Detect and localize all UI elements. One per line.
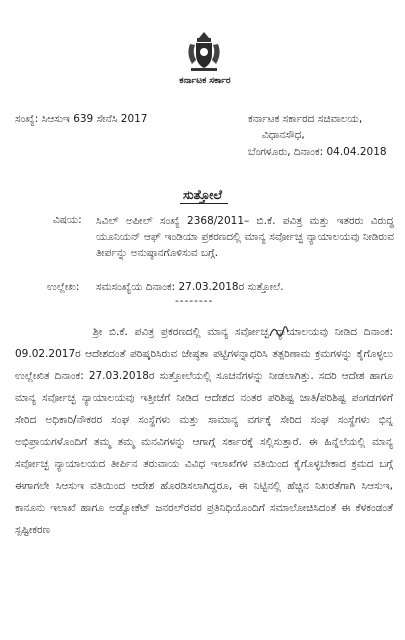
emblem-caption: ಕರ್ನಾಟಕ ಸರ್ಕಾರ	[179, 76, 231, 86]
reference-label: ಉಲ್ಲೇಖ:	[47, 281, 80, 293]
address-line-3: ಬೆಂಗಳೂರು, ದಿನಾಂಕ: 04.04.2018	[248, 146, 387, 158]
title-underline	[180, 203, 228, 204]
document-title: ಸುತ್ತೋಲೆ	[183, 187, 222, 202]
subject-label: ವಿಷಯ:	[53, 214, 82, 226]
reference-text: ಸಮಸಂಖ್ಯೆಯ ದಿನಾಂಕ: 27.03.2018ರ ಸುತ್ತೋಲೆ.	[96, 281, 284, 293]
address-line-2: ವಿಧಾನಸೌಧ,	[262, 129, 305, 141]
separator: --------	[175, 295, 214, 307]
subject-text: ಸಿವಿಲ್ ಅಪೀಲ್ ಸಂಖ್ಯೆ 2368/2011– ಬಿ.ಕೆ. ಪವಿತ್ರ ಮತ್ತು ಇತರರು ವಿರುದ್ಧ ಯೂನಿಯನ್ ಆಫ್ ಇಂಡಿಯಾ ಪ್ರಕರಣದಲ್ಲಿ ಮಾನ್ಯ ಸರ್ವೋಚ್ಛ ನ್ಯಾಯಾಲಯವು ನೀಡಿರುವ ತೀರ್ಪನ್ನು ಅನುಷ್ಠಾನಗೊಳಿಸುವ ಬಗ್ಗೆ.	[96, 215, 394, 259]
body-paragraph: ಶ್ರೀ ಬಿ.ಕೆ. ಪವಿತ್ರ ಪ್ರಕರಣದಲ್ಲಿ ಮಾನ್ಯ ಸರ್ವೋಚ್ಛ ನ್ಯಾಯಾಲಯವು ನೀಡಿದ ದಿನಾಂಕ: 09.02.2017ರ ಆದೇಶದಂತೆ ಪರಿಷ್ಕರಿಸಿರುವ ಜೇಷ್ಠತಾ ಪಟ್ಟಿಗಳನ್ನಾಧರಿಸಿ ತತ್ಪರಿಣಾಮ ಕ್ರಮಗಳನ್ನು ಕೈಗೊಳ್ಳಲು ಉಲ್ಲೇಖಿತ ದಿನಾಂಕ: 27.03.2018ರ ಸುತ್ತೋಲೆಯಲ್ಲಿ ಸೂಚನೆಗಳನ್ನು ನೀಡಲಾಗಿತ್ತು. ಸದರಿ ಆದೇಶ ಹಾಗೂ ಮಾನ್ಯ ಸರ್ವೋಚ್ಛ ನ್ಯಾಯಾಲಯವು ಇತ್ತೀಚೆಗೆ ನೀಡಿದ ಆದೇಶದ ನಂತರ ಪರಿಶಿಷ್ಟ ಜಾತಿ/ಪರಿಶಿಷ್ಟ ಪಂಗಡಗಳಿಗೆ ಸೇರಿದ ಅಧಿಕಾರಿ/ನೌಕರರ ಸಂಘ ಸಂಸ್ಥೆಗಳು ಮತ್ತು ಸಾಮಾನ್ಯ ವರ್ಗಕ್ಕೆ ಸೇರಿದ ಸಂಘ ಸಂಸ್ಥೆಗಳು ಭಿನ್ನ ಅಭಿಪ್ರಾಯಗಳೊಂದಿಗೆ ತಮ್ಮ ತಮ್ಮ ಮನವಿಗಳನ್ನು ಆಗಾಗ್ಗೆ ಸರ್ಕಾರಕ್ಕೆ ಸಲ್ಲಿಸುತ್ತಾರೆ. ಈ ಹಿನ್ನೆಲೆಯಲ್ಲಿ ಮಾನ್ಯ ಸರ್ವೋಚ್ಛ ನ್ಯಾಯಾಲಯದ ತೀರ್ಪಿನ ತರುವಾಯ ವಿವಿಧ ಇಲಾಖೆಗಳ ವತಿಯಿಂದ ಕೈಗೊಳ್ಳಬೇಕಾದ ಕ್ರಮದ ಬಗ್ಗೆ ಈಗಾಗಲೇ ಸಿಆಸುಇ ವತಿಯಿಂದ ಆದೇಶ ಹೊರಡಿಸಲಾಗಿದ್ದರೂ, ಈ ನಿಟ್ಟಿನಲ್ಲಿ ಹೆಚ್ಚಿನ ನಿಖರತೆಗಾಗಿ ಸಿಆಸುಇ, ಕಾನೂನು ಇಲಾಖೆ ಹಾಗೂ ಅಡ್ವೋಕೆಟ್ ಜನರಲ್‌ರವರ ಪ್ರತಿನಿಧಿಯೊಂದಿಗೆ ಸಮಾಲೋಚಿಸಿದಂತೆ ಈ ಕೆಳಕಂಡಂತೆ ಸ್ಪಷ್ಟೀಕರಣ	[15, 326, 393, 536]
address-line-1: ಕರ್ನಾಟಕ ಸರ್ಕಾರದ ಸಚಿವಾಲಯ,	[248, 113, 363, 125]
state-emblem-icon	[182, 30, 226, 74]
reference-number: ಸಂಖ್ಯೆ: ಸಿಆಸುಇ 639 ಸೇನೆಸಿ 2017	[15, 113, 148, 125]
